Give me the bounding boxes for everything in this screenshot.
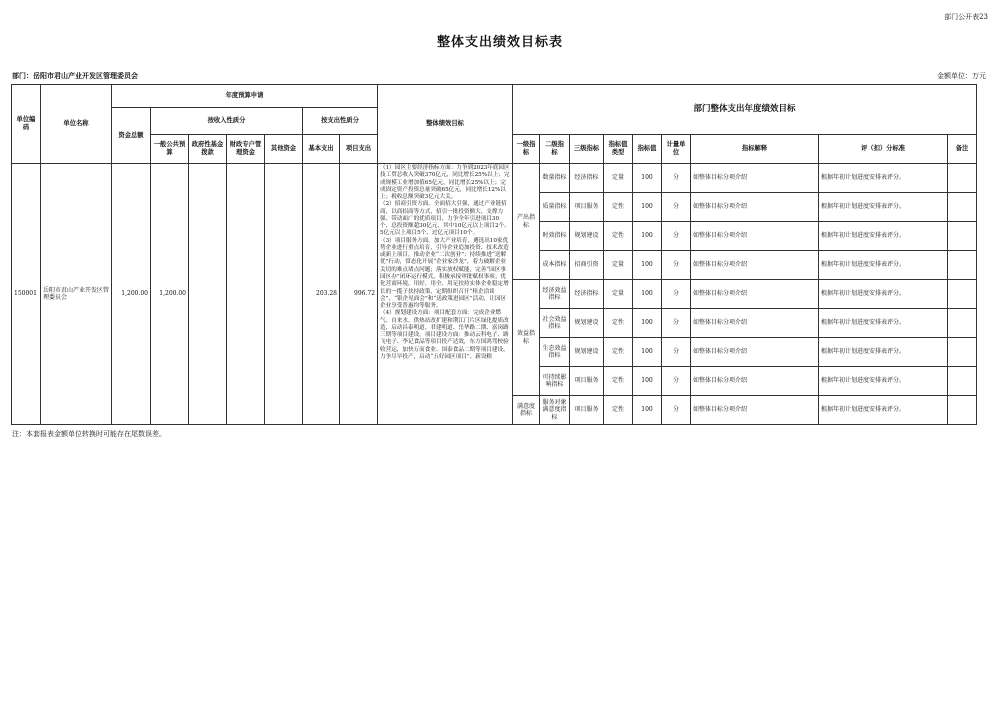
header-by-expense: 按支出性质分 (303, 108, 378, 135)
value-type-cell: 定性 (604, 396, 633, 425)
level1-cell: 效益指标 (513, 280, 540, 396)
header-level1: 一级指标 (513, 135, 540, 164)
remark-cell (948, 367, 977, 396)
unit-cell: 分 (662, 396, 691, 425)
header-scoring: 评（扣）分标准 (819, 135, 948, 164)
value-type-cell: 定量 (604, 280, 633, 309)
corner-label: 部门公开表23 (944, 13, 988, 21)
header-annual-budget: 年度预算申请 (112, 85, 378, 108)
level3-cell: 招商引资 (570, 251, 604, 280)
remark-cell (948, 193, 977, 222)
explanation-cell: 如整体目标分项介绍 (691, 193, 819, 222)
scoring-cell: 根据年初计划进度安排表评分。 (819, 309, 948, 338)
explanation-cell: 如整体目标分项介绍 (691, 164, 819, 193)
scoring-cell: 根据年初计划进度安排表评分。 (819, 280, 948, 309)
header-by-source: 按收入性质分 (151, 108, 303, 135)
remark-cell (948, 251, 977, 280)
overall-goal-cell (378, 164, 513, 425)
level3-cell: 项目服务 (570, 367, 604, 396)
explanation-cell: 如整体目标分项介绍 (691, 396, 819, 425)
basic-expense-cell: 203.28 (303, 164, 340, 425)
unit-cell: 分 (662, 193, 691, 222)
value-cell: 100 (633, 251, 662, 280)
goal-paragraph: （2）招商引资方面。全面招大引强，通过产业链招商，以商招商等方式，招引一批投资额大、支撑力强、带动面广的优质项目，力争全年引进项目30个，总投资额超30亿元，其中10亿元以上项目2个、5亿元以上项目5个、过亿元项目10个。 (380, 201, 510, 237)
header-overall-goal: 整体绩效目标 (378, 85, 513, 164)
value-type-cell: 定性 (604, 193, 633, 222)
level2-cell: 时效指标 (540, 222, 570, 251)
level3-cell: 规划建设 (570, 338, 604, 367)
goal-paragraph: （4）规划建设方面：项目配套方面：完成企业燃气、自来水、供热站改扩建和荆江门片区绿化提质改造，启动昌泰明道、君建明道、岳华路二期、富岗路三期等项目建设。项目建设方面：推动云科电子、路飞电子、李记食品等项目投产达效，东方国鸿驾校验收营运，加快万而食业、国泰食品二期等项目建设，力争尽早投产，启动“五好园区项目”、新设粮 (380, 310, 509, 360)
header-value: 指标值 (633, 135, 662, 164)
level2-cell: 经济效益指标 (540, 280, 570, 309)
header-value-type: 指标值类型 (604, 135, 633, 164)
department-label: 部门：岳阳市君山产业开发区管理委员会 (12, 71, 138, 80)
value-cell: 100 (633, 338, 662, 367)
goal-paragraph: （1）园区主要经济指标方面：力争到2023年底园区技工贸总收入突破370亿元，同比增长25%以上；完成规模工业增加值65亿元，同比增长25%以上；完成固定资产投资总量突破65亿元，同比增长12%以上；税收总额突破3亿元大关。 (380, 165, 510, 201)
level3-cell: 项目服务 (570, 193, 604, 222)
gov-fund-cell (189, 164, 227, 425)
level1-cell: 产出指标 (513, 164, 540, 280)
other-fund-cell (265, 164, 303, 425)
page-title: 整体支出绩效目标表 (436, 35, 563, 50)
value-cell: 100 (633, 396, 662, 425)
explanation-cell: 如整体目标分项介绍 (691, 367, 819, 396)
level2-cell: 可持续影响指标 (540, 367, 570, 396)
scoring-cell: 根据年初计划进度安排表评分。 (819, 164, 948, 193)
unit-cell: 分 (662, 367, 691, 396)
value-cell: 100 (633, 309, 662, 338)
value-cell: 100 (633, 164, 662, 193)
explanation-cell: 如整体目标分项介绍 (691, 251, 819, 280)
remark-cell (948, 222, 977, 251)
remark-cell (948, 396, 977, 425)
unit-name-cell: 岳阳市君山产业开发区管理委员会 (41, 164, 112, 425)
total-funds-cell: 1,200.00 (112, 164, 151, 425)
header-remark: 备注 (948, 135, 977, 164)
level3-cell: 经济指标 (570, 164, 604, 193)
level3-cell: 经济指标 (570, 280, 604, 309)
explanation-cell: 如整体目标分项介绍 (691, 309, 819, 338)
unit-cell: 分 (662, 251, 691, 280)
scoring-cell: 根据年初计划进度安排表评分。 (819, 396, 948, 425)
value-type-cell: 定性 (604, 309, 633, 338)
level2-cell: 生态效益指标 (540, 338, 570, 367)
remark-cell (948, 280, 977, 309)
value-cell: 100 (633, 367, 662, 396)
header-special-fund: 财政专户管理资金 (227, 135, 265, 164)
footnote: 注：本套报表金额单位转换时可能存在尾数误差。 (12, 430, 166, 438)
header-dept-goal: 部门整体支出年度绩效目标 (513, 85, 977, 135)
explanation-cell: 如整体目标分项介绍 (691, 338, 819, 367)
header-basic-expense: 基本支出 (303, 135, 340, 164)
level2-cell: 数量指标 (540, 164, 570, 193)
table-row (12, 164, 977, 193)
header-other-fund: 其他资金 (265, 135, 303, 164)
scoring-cell: 根据年初计划进度安排表评分。 (819, 251, 948, 280)
header-unit-name: 单位名称 (41, 85, 112, 164)
level2-cell: 社会效益指标 (540, 309, 570, 338)
remark-cell (948, 164, 977, 193)
value-type-cell: 定性 (604, 338, 633, 367)
level3-cell: 规划建设 (570, 222, 604, 251)
unit-cell: 分 (662, 164, 691, 193)
value-cell: 100 (633, 280, 662, 309)
scoring-cell: 根据年初计划进度安排表评分。 (819, 338, 948, 367)
unit-cell: 分 (662, 222, 691, 251)
special-fund-cell (227, 164, 265, 425)
header-gov-fund: 政府性基金拨款 (189, 135, 227, 164)
level2-cell: 成本指标 (540, 251, 570, 280)
level2-cell: 服务对象满意度指标 (540, 396, 570, 425)
value-type-cell: 定量 (604, 251, 633, 280)
value-type-cell: 定量 (604, 164, 633, 193)
header-project-expense: 项目支出 (340, 135, 378, 164)
level2-cell: 质量指标 (540, 193, 570, 222)
project-expense-cell: 996.72 (340, 164, 378, 425)
goal-paragraph: （3）项目服务方面。加大产业培育，遴选出10家优势企业进行重点培育，引导企业追加投资、技术改造或新上项目，推动企业“二次创业”；持续推进“送解优”行动，常态化开展“企业家沙龙”，着力破解企业关切的难点堵点问题；落实放权赋能，完善“园区事园区办”闭环运行模式，积极承接审批赋权事项；优化营商环境，用好、用全、用足扶持实体企业稳定增长的一揽子扶持政策，定期组织召开“租企洽谈会”、“银企见面会”和“送政策进园区”活动，让园区企业享受普惠均等服务。 (380, 237, 509, 310)
level3-cell: 规划建设 (570, 309, 604, 338)
header-level2: 二级指标 (540, 135, 570, 164)
level3-cell: 项目服务 (570, 396, 604, 425)
header-level3: 三级指标 (570, 135, 604, 164)
scoring-cell: 根据年初计划进度安排表评分。 (819, 222, 948, 251)
value-type-cell: 定性 (604, 222, 633, 251)
amount-unit-label: 金额单位：万元 (937, 72, 986, 80)
level1-cell: 满意度指标 (513, 396, 540, 425)
unit-cell: 分 (662, 309, 691, 338)
unit-cell: 分 (662, 338, 691, 367)
performance-goal-table (11, 84, 977, 425)
scoring-cell: 根据年初计划进度安排表评分。 (819, 193, 948, 222)
value-type-cell: 定性 (604, 367, 633, 396)
value-cell: 100 (633, 193, 662, 222)
general-budget-cell: 1,200.00 (151, 164, 189, 425)
explanation-cell: 如整体目标分项介绍 (691, 222, 819, 251)
header-total-funds: 资金总额 (112, 108, 151, 164)
unit-cell: 分 (662, 280, 691, 309)
explanation-cell: 如整体目标分项介绍 (691, 280, 819, 309)
scoring-cell: 根据年初计划进度安排表评分。 (819, 367, 948, 396)
header-explanation: 指标解释 (691, 135, 819, 164)
unit-code-cell: 150001 (12, 164, 41, 425)
remark-cell (948, 309, 977, 338)
header-general-budget: 一般公共预算 (151, 135, 189, 164)
value-cell: 100 (633, 222, 662, 251)
header-measure-unit: 计量单位 (662, 135, 691, 164)
header-unit-code: 单位编码 (12, 85, 41, 164)
remark-cell (948, 338, 977, 367)
